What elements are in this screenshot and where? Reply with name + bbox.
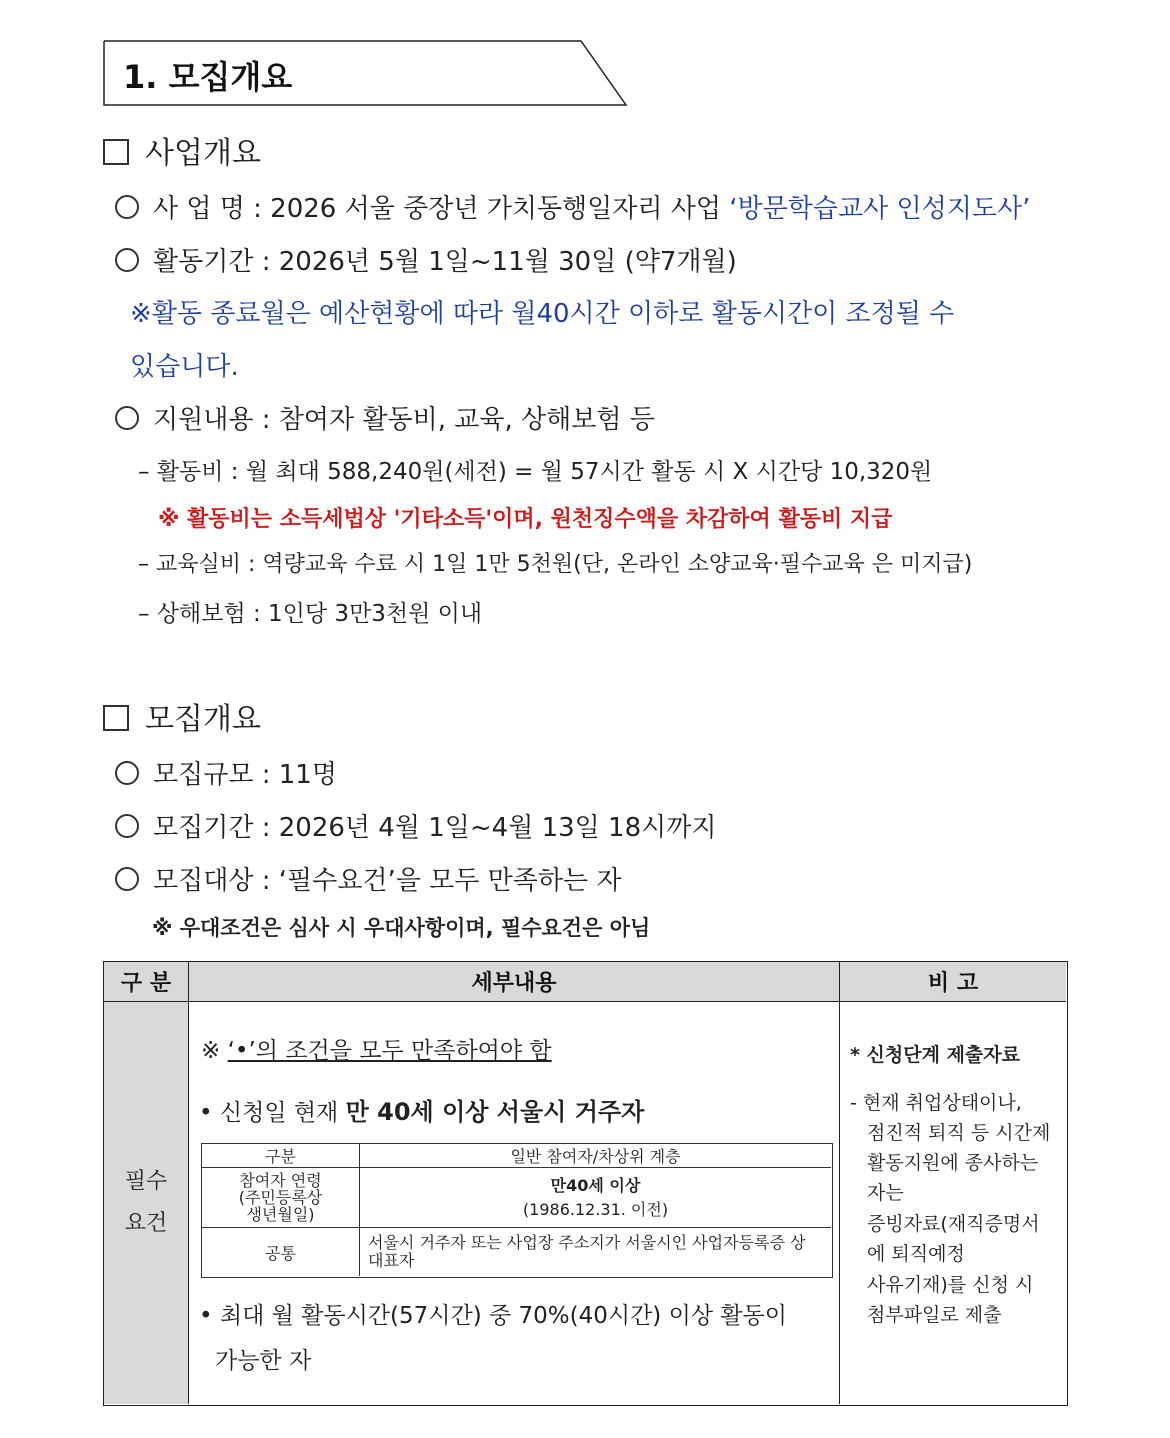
requirements-table (103, 961, 1068, 1406)
remark-line: 사유기재)를 신청 시 (867, 1274, 1034, 1296)
remarks-cell (840, 1002, 1066, 1404)
recruit-heading-text: 모집개요 (145, 702, 261, 737)
inner-row1-right-l2: (1986.12.31. 이전) (522, 1199, 669, 1219)
education-fee-line: – 교육실비 : 역량교육 수료 시 1일 1만 5천원(단, 온라인 소양교육·필수교육 은 미지급) (138, 552, 973, 577)
business-name-line (115, 188, 1030, 225)
bullet1-bold: 만 40세 이상 서울시 거주자 (345, 1098, 645, 1126)
bullet-activity-hours-line2: 가능한 자 (215, 1348, 312, 1374)
recruit-heading (103, 694, 261, 738)
inner-row1-left-l1: 참여자 연령 (239, 1171, 322, 1190)
inner-row1-left-l3: 생년월일) (246, 1205, 315, 1224)
recruit-period-text: 모집기간 : 2026년 4월 1일~4월 13일 18시까지 (153, 813, 717, 843)
remark-line: 자는 (867, 1182, 904, 1204)
recruit-target-line (115, 860, 621, 897)
insurance-line: – 상해보험 : 1인당 3만3천원 이내 (138, 601, 483, 627)
inner-eligibility-table (201, 1143, 833, 1278)
condition-note (201, 1032, 552, 1065)
inner-row1-right-l1: 만40세 이상 (550, 1175, 641, 1195)
table-header-details: 세부내용 (189, 962, 840, 1002)
remark-line: 첨부파일로 제출 (867, 1304, 1002, 1326)
condition-note-text: ‘•’의 조건을 모두 만족하여야 함 (227, 1038, 552, 1064)
business-name-value: 2026 서울 중장년 가치동행일자리 사업 (270, 194, 730, 224)
section-title: 1. 모집개요 (123, 58, 293, 96)
activity-fee-line: – 활동비 : 월 최대 588,240원(세전) = 월 57시간 활동 시 X 시간당 10,320원 (138, 459, 933, 485)
inner-row1-left (202, 1168, 360, 1228)
circle-bullet-icon (115, 406, 139, 430)
business-heading (103, 128, 261, 172)
remark-line: 증빙자료(재직증명서 (867, 1213, 1040, 1235)
business-name-label: 사 업 명 : (153, 194, 271, 224)
business-name-highlight: ‘방문학습교사 인성지도사’ (729, 194, 1031, 224)
bullet-activity-hours-line1: • 최대 월 활동시간(57시간) 중 70%(40시간) 이상 활동이 (199, 1303, 787, 1329)
circle-bullet-icon (115, 867, 139, 891)
inner-row2-left: 공통 (202, 1228, 360, 1276)
circle-bullet-icon (115, 761, 139, 785)
activity-period-text: 활동기간 : 2026년 5월 1일~11월 30일 (약7개월) (153, 247, 737, 277)
square-bullet-icon (103, 705, 129, 731)
section-title-box (103, 40, 628, 106)
bullet1-prefix: • 신청일 현재 (199, 1100, 346, 1126)
period-note-line2: 있습니다. (130, 352, 239, 382)
row-label-line1: 필수 (124, 1169, 168, 1194)
circle-bullet-icon (115, 814, 139, 838)
details-cell (189, 1002, 840, 1404)
remark-line: 활동지원에 종사하는 (867, 1152, 1039, 1174)
period-note-line1: ※활동 종료월은 예산현황에 따라 월40시간 이하로 활동시간이 조정될 수 (130, 299, 955, 329)
inner-header-right: 일반 참여자/차상위 계층 (360, 1144, 831, 1168)
square-bullet-icon (103, 139, 129, 165)
circle-bullet-icon (115, 248, 139, 272)
support-text: 지원내용 : 참여자 활동비, 교육, 상해보험 등 (153, 405, 655, 435)
inner-row1-left-l2: (주민등록상 (238, 1188, 323, 1207)
row-label-required (104, 1002, 189, 1404)
inner-row2-right: 서울시 거주자 또는 사업장 주소지가 서울시인 사업자등록증 상 대표자 (368, 1233, 806, 1270)
inner-row1-right (360, 1168, 831, 1228)
row-label-line2: 요건 (124, 1211, 168, 1236)
bullet-age-residence (199, 1092, 644, 1127)
recruit-period-line (115, 807, 717, 844)
support-line (115, 399, 655, 436)
inner-header-left: 구분 (202, 1144, 360, 1168)
business-heading-text: 사업개요 (145, 136, 261, 171)
recruit-size-line (115, 754, 337, 791)
recruit-target-note: ※ 우대조건은 심사 시 우대사항이며, 필수요건은 아님 (152, 916, 651, 940)
table-header-remarks: 비 고 (840, 962, 1066, 1002)
activity-fee-note: ※ 활동비는 소득세법상 '기타소득'이며, 원천징수액을 차감하여 활동비 지급 (158, 507, 893, 532)
recruit-size-text: 모집규모 : 11명 (153, 760, 337, 790)
circle-bullet-icon (115, 195, 139, 219)
remark-line: 점진적 퇴직 등 시간제 (867, 1122, 1051, 1144)
remark-title: * 신청단계 제출자료 (850, 1044, 1020, 1066)
remark-line: 에 퇴직예정 (867, 1243, 965, 1265)
remark-line: - 현재 취업상태이나, (850, 1092, 1022, 1114)
activity-period-line (115, 241, 737, 278)
table-header-category: 구 분 (104, 962, 189, 1002)
recruit-target-text: 모집대상 : ‘필수요건’을 모두 만족하는 자 (153, 866, 622, 896)
condition-note-mark: ※ (201, 1038, 228, 1064)
